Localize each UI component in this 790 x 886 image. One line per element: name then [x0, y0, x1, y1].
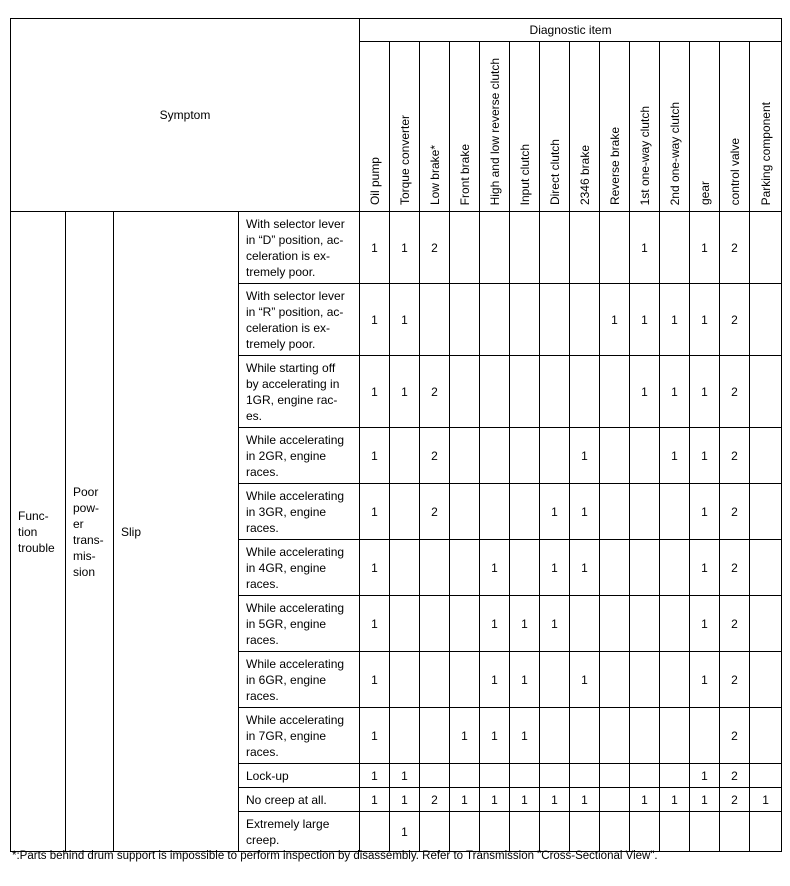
- text-line: races.: [246, 464, 279, 479]
- priority-cell: [630, 484, 660, 540]
- priority-cell: [660, 596, 690, 652]
- priority-cell: 1: [360, 212, 390, 284]
- priority-cell: 1: [570, 484, 600, 540]
- priority-cell: 1: [360, 540, 390, 596]
- priority-cell: [480, 356, 510, 428]
- text-line: er: [73, 516, 84, 531]
- priority-cell: 1: [690, 212, 720, 284]
- priority-cell: 1: [450, 708, 480, 764]
- priority-cell: [690, 708, 720, 764]
- priority-cell: 1: [360, 284, 390, 356]
- priority-cell: 1: [390, 788, 420, 812]
- priority-cell: [420, 812, 450, 852]
- priority-cell: 2: [720, 764, 750, 788]
- priority-cell: [420, 596, 450, 652]
- priority-cell: [420, 764, 450, 788]
- priority-cell: 1: [510, 652, 540, 708]
- diagnostic-item-label: 2346 brake: [577, 144, 592, 205]
- text-line: races.: [246, 576, 279, 591]
- priority-cell: [450, 812, 480, 852]
- text-line: While accelerating: [246, 544, 345, 559]
- priority-cell: 1: [660, 284, 690, 356]
- priority-cell: 1: [480, 708, 510, 764]
- diagnostic-item-label: control valve: [727, 137, 742, 205]
- symptom-condition: [239, 596, 360, 652]
- priority-cell: [450, 212, 480, 284]
- text-line: in 5GR, engine: [246, 616, 327, 631]
- priority-cell: 1: [630, 356, 660, 428]
- priority-cell: [630, 428, 660, 484]
- priority-cell: [420, 540, 450, 596]
- priority-cell: 1: [360, 764, 390, 788]
- text-line: in “R” position, ac-: [246, 304, 344, 319]
- priority-cell: 1: [480, 596, 510, 652]
- priority-cell: [600, 540, 630, 596]
- priority-cell: 1: [390, 212, 420, 284]
- diagnostic-item-label: 1st one-way clutch: [637, 105, 652, 205]
- text-line: 1GR, engine rac-: [246, 392, 338, 407]
- diagnostic-item-column: [660, 42, 690, 212]
- priority-cell: [660, 764, 690, 788]
- priority-cell: 2: [720, 356, 750, 428]
- symptom-condition: [239, 764, 360, 788]
- priority-cell: [600, 708, 630, 764]
- priority-cell: 1: [570, 540, 600, 596]
- priority-cell: [750, 708, 782, 764]
- priority-cell: [570, 212, 600, 284]
- symptom-condition: [239, 356, 360, 428]
- priority-cell: [510, 212, 540, 284]
- priority-cell: 1: [660, 788, 690, 812]
- priority-cell: 1: [630, 788, 660, 812]
- priority-cell: 1: [570, 652, 600, 708]
- text-line: mis-: [73, 548, 96, 563]
- text-line: in 7GR, engine: [246, 728, 327, 743]
- priority-cell: [660, 812, 690, 852]
- priority-cell: [630, 708, 660, 764]
- priority-cell: [480, 284, 510, 356]
- text-line: tremely poor.: [246, 336, 316, 351]
- priority-cell: 2: [420, 356, 450, 428]
- table-row: [11, 212, 782, 284]
- priority-cell: [450, 652, 480, 708]
- priority-cell: 1: [570, 428, 600, 484]
- priority-cell: [600, 812, 630, 852]
- priority-cell: 1: [690, 284, 720, 356]
- diagnostic-item-label: Input clutch: [517, 143, 532, 205]
- symptom-condition: [239, 212, 360, 284]
- text-line: in 6GR, engine: [246, 672, 327, 687]
- priority-cell: [750, 812, 782, 852]
- text-line: tremely poor.: [246, 264, 316, 279]
- priority-cell: [630, 812, 660, 852]
- diagnostic-item-header: Diagnostic item: [360, 19, 782, 42]
- priority-cell: [570, 764, 600, 788]
- text-line: While accelerating: [246, 432, 345, 447]
- symptom-type: [114, 212, 239, 852]
- priority-cell: [360, 812, 390, 852]
- priority-cell: [570, 812, 600, 852]
- text-line: trouble: [18, 540, 55, 555]
- priority-cell: [390, 596, 420, 652]
- diagnostic-item-column: [750, 42, 782, 212]
- priority-cell: 1: [690, 596, 720, 652]
- priority-cell: 1: [360, 596, 390, 652]
- priority-cell: 2: [420, 428, 450, 484]
- text-line: Func-: [18, 508, 49, 523]
- priority-cell: [390, 428, 420, 484]
- priority-cell: [630, 540, 660, 596]
- diagnostic-table: [10, 18, 782, 852]
- text-line: races.: [246, 744, 279, 759]
- priority-cell: 1: [480, 540, 510, 596]
- priority-cell: [510, 284, 540, 356]
- priority-cell: 2: [420, 788, 450, 812]
- priority-cell: 2: [720, 596, 750, 652]
- diagnostic-item-column: [390, 42, 420, 212]
- priority-cell: 1: [690, 540, 720, 596]
- priority-cell: 1: [690, 788, 720, 812]
- priority-cell: 2: [720, 708, 750, 764]
- priority-cell: [540, 212, 570, 284]
- priority-cell: [450, 356, 480, 428]
- diagnostic-item-column: [480, 42, 510, 212]
- text-line: celeration is ex-: [246, 320, 331, 335]
- text-line: No creep at all.: [246, 792, 327, 807]
- diagnostic-item-column: [570, 42, 600, 212]
- text-line: While accelerating: [246, 600, 345, 615]
- diagnostic-item-label: gear: [697, 180, 712, 205]
- priority-cell: 1: [600, 284, 630, 356]
- text-line: Lock-up: [246, 768, 289, 783]
- text-line: While accelerating: [246, 488, 345, 503]
- priority-cell: 1: [630, 212, 660, 284]
- priority-cell: [480, 212, 510, 284]
- priority-cell: [750, 484, 782, 540]
- priority-cell: 1: [690, 356, 720, 428]
- symptom-condition: [239, 540, 360, 596]
- priority-cell: [600, 596, 630, 652]
- text-line: pow-: [73, 500, 100, 515]
- priority-cell: 1: [690, 428, 720, 484]
- priority-cell: 1: [630, 284, 660, 356]
- text-line: While starting off: [246, 360, 336, 375]
- priority-cell: [600, 356, 630, 428]
- priority-cell: 1: [360, 708, 390, 764]
- priority-cell: [390, 708, 420, 764]
- text-line: in 3GR, engine: [246, 504, 327, 519]
- priority-cell: 1: [360, 788, 390, 812]
- priority-cell: 1: [480, 652, 510, 708]
- priority-cell: [750, 764, 782, 788]
- text-line: races.: [246, 632, 279, 647]
- text-line: While accelerating: [246, 656, 345, 671]
- priority-cell: 2: [720, 428, 750, 484]
- priority-cell: [540, 708, 570, 764]
- priority-cell: [570, 356, 600, 428]
- priority-cell: [510, 428, 540, 484]
- priority-cell: [540, 284, 570, 356]
- text-line: Extremely large: [246, 816, 330, 831]
- priority-cell: 1: [570, 788, 600, 812]
- text-line: races.: [246, 688, 279, 703]
- priority-cell: [510, 764, 540, 788]
- priority-cell: [540, 428, 570, 484]
- priority-cell: [630, 596, 660, 652]
- symptom-condition: [239, 788, 360, 812]
- priority-cell: [600, 212, 630, 284]
- priority-cell: [720, 812, 750, 852]
- diagnostic-item-column: [690, 42, 720, 212]
- priority-cell: [480, 764, 510, 788]
- diagnostic-item-label: Parking component: [758, 101, 773, 205]
- symptom-condition: [239, 484, 360, 540]
- priority-cell: [660, 212, 690, 284]
- priority-cell: 1: [510, 708, 540, 764]
- priority-cell: [600, 764, 630, 788]
- priority-cell: 2: [720, 788, 750, 812]
- priority-cell: 1: [540, 540, 570, 596]
- priority-cell: [420, 284, 450, 356]
- diagnostic-item-column: [450, 42, 480, 212]
- priority-cell: [480, 428, 510, 484]
- priority-cell: 1: [390, 284, 420, 356]
- priority-cell: [600, 652, 630, 708]
- text-line: sion: [73, 564, 96, 579]
- symptom-subcategory: [66, 212, 114, 852]
- symptom-condition: [239, 652, 360, 708]
- diagnostic-item-label: Reverse brake: [607, 126, 622, 205]
- symptom-condition: [239, 428, 360, 484]
- priority-cell: 1: [660, 428, 690, 484]
- priority-cell: [510, 540, 540, 596]
- symptom-condition: [239, 812, 360, 852]
- priority-cell: [480, 484, 510, 540]
- priority-cell: [390, 652, 420, 708]
- priority-cell: 1: [360, 356, 390, 428]
- diagnostic-item-column: [510, 42, 540, 212]
- priority-cell: 1: [540, 596, 570, 652]
- priority-cell: 1: [450, 788, 480, 812]
- diagnostic-item-label: Oil pump: [367, 156, 382, 205]
- symptom-header: Symptom: [11, 19, 360, 212]
- priority-cell: [660, 652, 690, 708]
- symptom-condition: [239, 708, 360, 764]
- priority-cell: 1: [360, 428, 390, 484]
- text-line: With selector lever: [246, 288, 345, 303]
- priority-cell: 1: [510, 788, 540, 812]
- priority-cell: [420, 652, 450, 708]
- priority-cell: 1: [390, 356, 420, 428]
- priority-cell: 2: [720, 212, 750, 284]
- priority-cell: 2: [720, 652, 750, 708]
- text-line: trans-: [73, 532, 104, 547]
- priority-cell: [450, 764, 480, 788]
- priority-cell: [420, 708, 450, 764]
- priority-cell: 2: [420, 484, 450, 540]
- priority-cell: [750, 428, 782, 484]
- priority-cell: [450, 428, 480, 484]
- diagnostic-item-label: High and low reverse clutch: [487, 57, 502, 205]
- priority-cell: 1: [390, 764, 420, 788]
- priority-cell: 1: [360, 484, 390, 540]
- text-line: creep.: [246, 832, 280, 847]
- diagnostic-item-column: [600, 42, 630, 212]
- priority-cell: 1: [390, 812, 420, 852]
- priority-cell: [690, 812, 720, 852]
- text-line: in 2GR, engine: [246, 448, 327, 463]
- diagnostic-item-label: Low brake*: [427, 144, 442, 205]
- priority-cell: [600, 428, 630, 484]
- text-line: With selector lever: [246, 216, 345, 231]
- priority-cell: [750, 540, 782, 596]
- priority-cell: 1: [750, 788, 782, 812]
- priority-cell: 1: [690, 652, 720, 708]
- diagnostic-item-column: [420, 42, 450, 212]
- text-line: Poor: [73, 484, 99, 499]
- priority-cell: [450, 484, 480, 540]
- diagnostic-item-column: [630, 42, 660, 212]
- priority-cell: 2: [720, 284, 750, 356]
- text-line: in 4GR, engine: [246, 560, 327, 575]
- diagnostic-item-column: [360, 42, 390, 212]
- text-line: celeration is ex-: [246, 248, 331, 263]
- priority-cell: [570, 284, 600, 356]
- priority-cell: 1: [510, 596, 540, 652]
- priority-cell: [660, 708, 690, 764]
- priority-cell: [390, 484, 420, 540]
- priority-cell: [540, 652, 570, 708]
- priority-cell: [630, 764, 660, 788]
- diagnostic-item-label: Front brake: [457, 143, 472, 205]
- diagnostic-item-column: [720, 42, 750, 212]
- priority-cell: [540, 356, 570, 428]
- priority-cell: [600, 788, 630, 812]
- diagnostic-item-label: Direct clutch: [547, 138, 562, 205]
- text-line: by accelerating in: [246, 376, 340, 391]
- priority-cell: [480, 812, 510, 852]
- text-line: While accelerating: [246, 712, 345, 727]
- text-line: es.: [246, 408, 263, 423]
- priority-cell: 2: [420, 212, 450, 284]
- priority-cell: [450, 540, 480, 596]
- priority-cell: 2: [720, 484, 750, 540]
- priority-cell: [510, 812, 540, 852]
- text-line: races.: [246, 520, 279, 535]
- priority-cell: 2: [720, 540, 750, 596]
- priority-cell: [750, 212, 782, 284]
- priority-cell: [750, 284, 782, 356]
- priority-cell: [450, 596, 480, 652]
- footnote: *:Parts behind drum support is impossible to perform inspection by disassembly. Refer to Transmission "Cross-Sectional View".: [12, 850, 658, 862]
- text-line: Slip: [121, 524, 142, 539]
- diagnostic-item-label: Torque converter: [397, 114, 412, 205]
- priority-cell: [750, 356, 782, 428]
- priority-cell: [750, 596, 782, 652]
- text-line: tion: [18, 524, 38, 539]
- priority-cell: 1: [360, 652, 390, 708]
- priority-cell: [510, 484, 540, 540]
- priority-cell: 1: [540, 788, 570, 812]
- priority-cell: 1: [480, 788, 510, 812]
- diagnostic-item-label: 2nd one-way clutch: [667, 101, 682, 205]
- priority-cell: [750, 652, 782, 708]
- priority-cell: [540, 764, 570, 788]
- priority-cell: [390, 540, 420, 596]
- priority-cell: 1: [690, 764, 720, 788]
- priority-cell: [630, 652, 660, 708]
- priority-cell: [450, 284, 480, 356]
- priority-cell: [660, 484, 690, 540]
- diagnostic-item-column: [540, 42, 570, 212]
- priority-cell: [600, 484, 630, 540]
- priority-cell: [570, 596, 600, 652]
- priority-cell: [660, 540, 690, 596]
- priority-cell: 1: [690, 484, 720, 540]
- priority-cell: [570, 708, 600, 764]
- priority-cell: [510, 356, 540, 428]
- priority-cell: [540, 812, 570, 852]
- symptom-category: [11, 212, 66, 852]
- symptom-condition: [239, 284, 360, 356]
- priority-cell: 1: [660, 356, 690, 428]
- text-line: in “D” position, ac-: [246, 232, 344, 247]
- priority-cell: 1: [540, 484, 570, 540]
